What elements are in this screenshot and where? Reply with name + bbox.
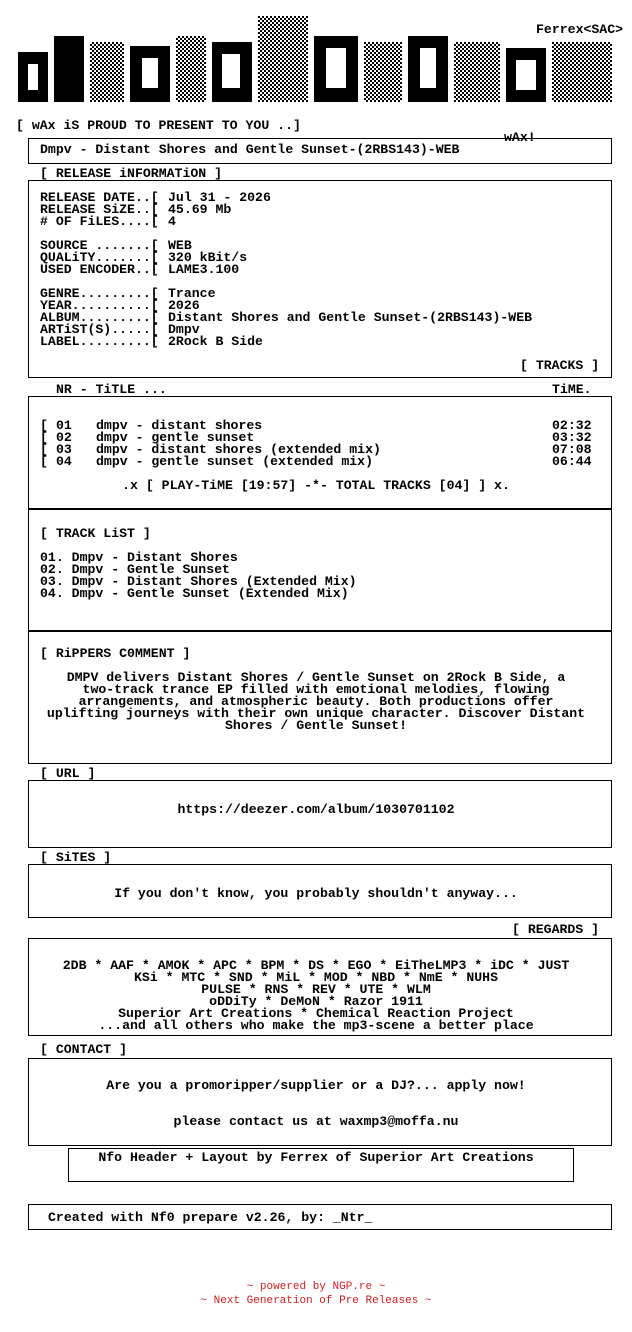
info-value-files: 4 [168,214,176,229]
contact-apply: Are you a promoripper/supplier or a DJ?... apply now! [106,1078,526,1093]
track-list-item: 02. Dmpv - Gentle Sunset [40,562,230,577]
comment-line: Shores / Gentle Sunset! [224,718,408,733]
track-nr: 04 [56,454,72,469]
tracks-col-title: NR - TiTLE ... [56,382,167,397]
track-row-open: [ [40,442,48,457]
info-label-size: RELEASE SiZE..[ [40,202,159,217]
tracks-summary: .x [ PLAY-TiME [19:57] -*- TOTAL TRACKS [04] ] x. [122,478,510,493]
regards-line: PULSE * RNS * REV * UTE * WLM [201,982,431,997]
powered-by[interactable]: ~ powered by NGP.re ~ [246,1281,386,1293]
track-title: dmpv - distant shores [96,418,263,433]
regards-line: oDDiTy * DeMoN * Razor 1911 [209,994,423,1009]
created-with: Created with Nf0 prepare v2.26, by: _Ntr_ [48,1210,373,1225]
info-label-source: SOURCE .......[ [40,238,159,253]
url-label: [ URL ] [40,766,96,781]
track-time: 06:44 [552,454,592,469]
release-info-label: [ RELEASE iNFORMATiON ] [40,166,223,181]
info-label-genre: GENRE.........[ [40,286,159,301]
regards-line: KSi * MTC * SND * MiL * MOD * NBD * NmE * NUHS [133,970,499,985]
track-title: dmpv - distant shores (extended mix) [96,442,381,457]
wax-ascii-logo [14,12,618,120]
info-value-quality: 320 kBit/s [168,250,248,265]
info-value-year: 2026 [168,298,200,313]
track-list-label: [ TRACK LiST ] [40,526,151,541]
regards-line: Superior Art Creations * Chemical Reaction Project [118,1006,514,1021]
info-value-label: 2Rock B Side [168,334,263,349]
track-list-item: 04. Dmpv - Gentle Sunset (Extended Mix) [40,586,349,601]
info-value-album: Distant Shores and Gentle Sunset-(2RBS143)-WEB [168,310,533,325]
info-label-artist: ARTiST(S).....[ [40,322,159,337]
info-label-files: # OF FiLES....[ [40,214,159,229]
track-time: 03:32 [552,430,592,445]
track-nr: 01 [56,418,72,433]
track-title: dmpv - gentle sunset [96,430,255,445]
track-row-open: [ [40,418,48,433]
ascii-credit: Ferrex<SAC> [536,22,624,37]
tracks-label: [ TRACKS ] [520,358,600,373]
info-label-date: RELEASE DATE..[ [40,190,159,205]
track-list-item: 01. Dmpv - Distant Shores [40,550,238,565]
track-nr: 02 [56,430,72,445]
track-time: 07:08 [552,442,592,457]
info-value-encoder: LAME3.100 [168,262,240,277]
track-row-open: [ [40,430,48,445]
sites-text: If you don't know, you probably shouldn't anyway... [114,886,518,901]
regards-line: 2DB * AAF * AMOK * APC * BPM * DS * EGO * EiTheLMP3 * iDC * JUST [62,958,570,973]
next-generation: ~ Next Generation of Pre Releases ~ [200,1295,432,1307]
info-label-year: YEAR..........[ [40,298,159,313]
track-time: 02:32 [552,418,592,433]
tracks-col-time: TiME. [552,382,592,397]
contact-email[interactable]: please contact us at waxmp3@moffa.nu [173,1114,459,1129]
comment-line: arrangements, and atmospheric beauty. Both productions offer [78,694,554,709]
layout-credit: Nfo Header + Layout by Ferrex of Superior Art Creations [98,1150,534,1165]
regards-line: ...and all others who make the mp3-scene a better place [98,1018,534,1033]
contact-box [28,1058,612,1146]
info-label-quality: QUALiTY.......[ [40,250,159,265]
info-label-album: ALBUM.........[ [40,310,159,325]
release-title: Dmpv - Distant Shores and Gentle Sunset-(2RBS143)-WEB [40,142,460,157]
comment-line: uplifting journeys with their own unique character. Discover Distant [46,706,586,721]
info-value-artist: Dmpv [168,322,200,337]
track-row-open: [ [40,454,48,469]
comment-line: DMPV delivers Distant Shores / Gentle Sunset on 2Rock B Side, a [66,670,566,685]
regards-label: [ REGARDS ] [512,922,600,937]
info-label-encoder: USED ENCODER..[ [40,262,159,277]
info-label-label: LABEL.........[ [40,334,159,349]
wax-tag: wAx! [504,130,536,145]
info-value-source: WEB [168,238,192,253]
comment-label: [ RiPPERS C0MMENT ] [40,646,191,661]
info-value-date: Jul 31 - 2026 [168,190,271,205]
track-title: dmpv - gentle sunset (extended mix) [96,454,373,469]
url-link[interactable]: https://deezer.com/album/1030701102 [177,802,455,817]
info-value-size: 45.69 Mb [168,202,232,217]
present-line: [ wAx iS PROUD TO PRESENT TO YOU ..] [16,118,301,133]
info-value-genre: Trance [168,286,216,301]
contact-label: [ CONTACT ] [40,1042,128,1057]
track-nr: 03 [56,442,72,457]
comment-line: two-track trance EP filled with emotional melodies, flowing [82,682,550,697]
track-list-item: 03. Dmpv - Distant Shores (Extended Mix) [40,574,357,589]
sites-label: [ SiTES ] [40,850,112,865]
